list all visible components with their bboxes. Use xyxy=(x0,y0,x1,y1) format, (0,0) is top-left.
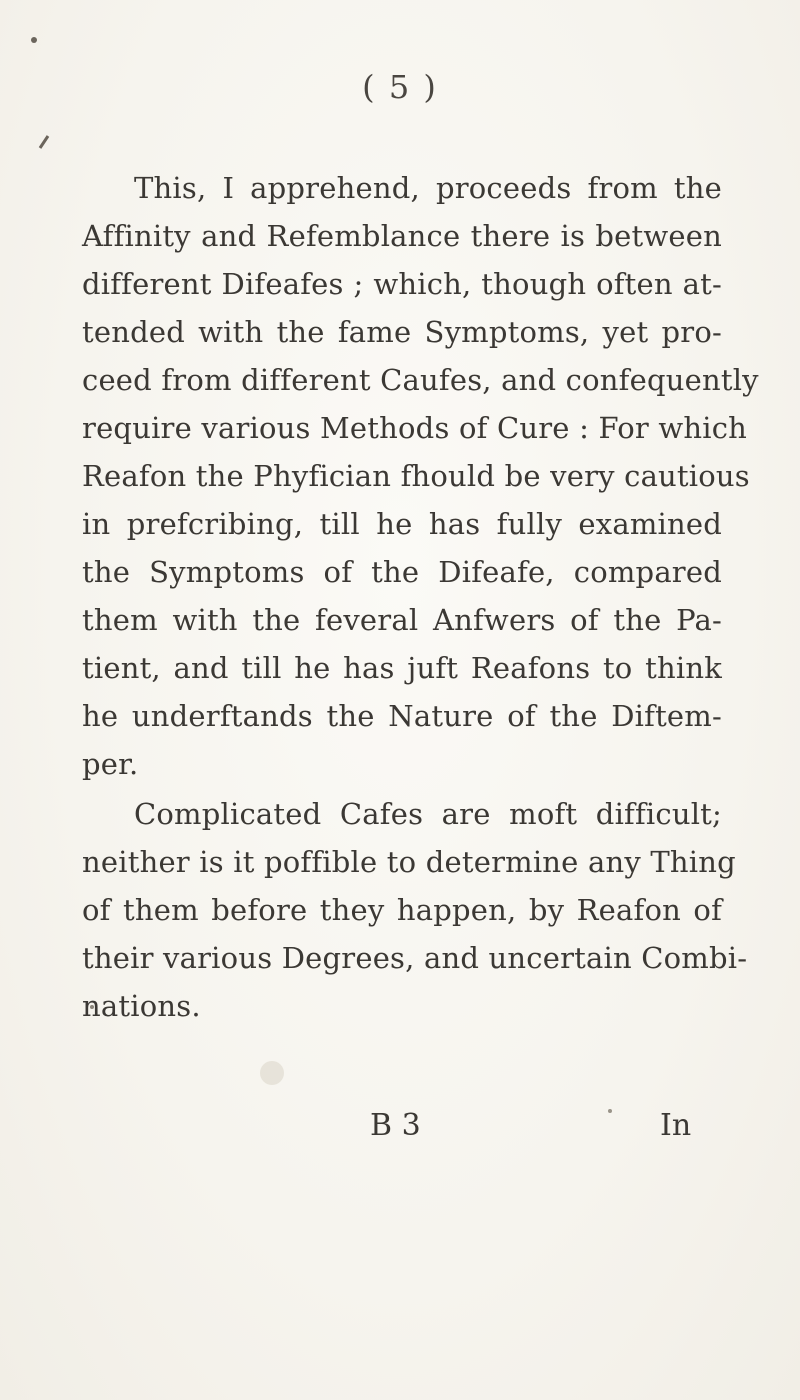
text-line: neither is it poffible to determine any Thing xyxy=(82,845,736,879)
text-line: per. xyxy=(82,747,139,781)
text-line: require various Methods of Cure : For which xyxy=(82,411,748,445)
page-number: ( 5 ) xyxy=(362,68,438,106)
text-line: tended with the fame Symptoms, yet pro- xyxy=(82,315,722,349)
text-line: nations. xyxy=(82,989,201,1023)
text-line: in prefcribing, till he has fully examined xyxy=(82,507,722,541)
text-line: them with the feveral Anfwers of the Pa- xyxy=(82,603,722,637)
text-line: Complicated Cafes are moft difficult; xyxy=(134,797,722,831)
text-line: the Symptoms of the Difeafe, compared xyxy=(82,555,722,589)
signature-mark: B 3 xyxy=(370,1108,421,1143)
text-line: Reafon the Phyfician fhould be very cautious xyxy=(82,459,750,493)
text-line: of them before they happen, by Reafon of xyxy=(82,893,722,927)
text-line: Affinity and Refemblance there is between xyxy=(82,219,722,253)
text-line: tient, and till he has juft Reafons to think xyxy=(82,651,722,685)
text-line: ceed from different Caufes, and confequently xyxy=(82,363,759,397)
paragraph-2 xyxy=(82,790,748,1030)
text-line: he underftands the Nature of the Diftem- xyxy=(82,699,722,733)
text-line: This, I apprehend, proceeds from the xyxy=(134,171,722,205)
text-line: their various Degrees, and uncertain Combi- xyxy=(82,941,748,975)
text-line: different Difeafes ; which, though often at- xyxy=(82,267,722,301)
paragraph-1 xyxy=(82,164,759,788)
catchword: In xyxy=(660,1108,692,1143)
